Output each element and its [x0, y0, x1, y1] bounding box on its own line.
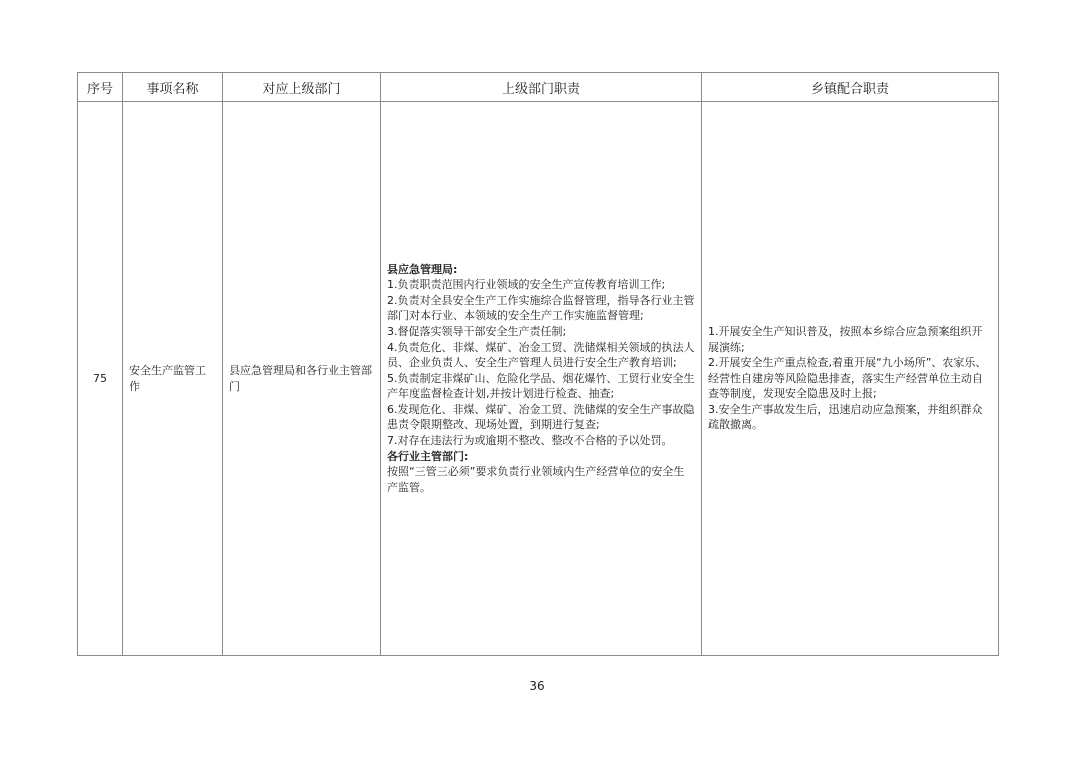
row-superior-duties: [381, 102, 702, 656]
header-township-duties: 乡镇配合职责: [702, 73, 999, 102]
dept1-item: 3.督促落实领导干部安全生产责任制;: [387, 324, 567, 338]
township-item: 2.开展安全生产重点检查,着重开展“九小场所”、农家乐、经营性自建房等风险隐患排查，落实生产经营单位主动自查等制度，发现安全隐患及时上报;: [708, 356, 987, 401]
dept2-heading: 各行业主管部门:: [387, 449, 469, 463]
dept1-item: 1.负责职责范围内行业领域的安全生产宣传教育培训工作;: [387, 278, 666, 292]
row-superior-department: 县应急管理局和各行业主管部门: [223, 102, 381, 656]
header-serial-number: 序号: [78, 73, 123, 102]
table-header-row: [78, 73, 999, 102]
row-item-name: 安全生产监管工作: [123, 102, 223, 656]
township-item: 3.安全生产事故发生后，迅速启动应急预案，并组织群众疏散撤离。: [708, 402, 983, 432]
table-row: [78, 102, 999, 656]
dept1-item: 2.负责对全县安全生产工作实施综合监督管理，指导各行业主管部门对本行业、本领域的安全生产工作实施监督管理;: [387, 293, 695, 323]
header-item-name: 事项名称: [123, 73, 223, 102]
dept1-item: 6.发现危化、非煤、煤矿、冶金工贸、洗储煤的安全生产事故隐患责令限期整改、现场处置，到期进行复查;: [387, 402, 695, 432]
row-number: 75: [78, 102, 123, 656]
row-township-duties: [702, 102, 999, 656]
header-superior-duties: 上级部门职责: [381, 73, 702, 102]
dept2-text: 按照“三管三必须”要求负责行业领域内生产经营单位的安全生产监管。: [387, 465, 685, 494]
dept1-item: 4.负责危化、非煤、煤矿、冶金工贸、洗储煤相关领域的执法人员、企业负责人、安全生产管理人员进行安全生产教育培训;: [387, 340, 695, 370]
township-item: 1.开展安全生产知识普及，按照本乡综合应急预案组织开展演练;: [708, 324, 983, 354]
header-superior-department: 对应上级部门: [223, 73, 381, 102]
dept1-item: 5.负责制定非煤矿山、危险化学品、烟花爆竹、工贸行业安全生产年度监督检查计划,并按计划进行检查、抽查;: [387, 371, 695, 401]
page-number: 36: [529, 679, 545, 693]
dept1-heading: 县应急管理局:: [387, 262, 458, 276]
duty-table: [77, 72, 999, 656]
dept1-item: 7.对存在违法行为或逾期不整改、整改不合格的予以处罚。: [387, 434, 673, 448]
